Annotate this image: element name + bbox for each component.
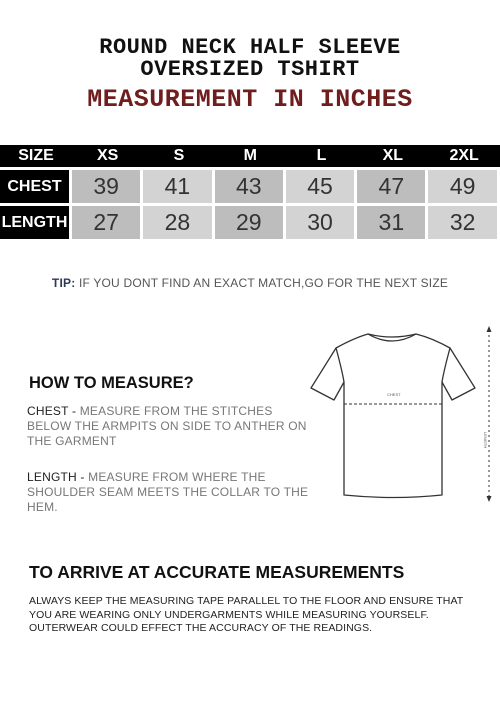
- size-header-row: [0, 145, 500, 167]
- length-value: 27: [72, 206, 140, 239]
- tshirt-outline: [311, 334, 475, 498]
- length-instruction-text: MEASURE FROM WHERE THE SHOULDER SEAM MEETS THE COLLAR TO THE HEM.: [27, 470, 309, 514]
- chest-instruction-text: MEASURE FROM THE STITCHES BELOW THE ARMPITS ON SIDE TO ANTHER ON THE GARMENT: [27, 404, 307, 448]
- size-chart-table: [0, 145, 500, 239]
- tip-note: [0, 276, 500, 290]
- how-to-measure-title: HOW TO MEASURE?: [29, 374, 194, 392]
- tip-text: IF YOU DONT FIND AN EXACT MATCH,GO FOR THE NEXT SIZE: [78, 276, 449, 290]
- chest-row-label: CHEST: [0, 170, 69, 203]
- length-value: 28: [143, 206, 211, 239]
- chest-value: 41: [143, 170, 211, 203]
- chest-value: 49: [428, 170, 496, 203]
- length-arrow-top: [487, 326, 492, 332]
- size-xs: XS: [96, 147, 119, 164]
- length-instruction-label: LENGTH -: [27, 470, 85, 484]
- chest-value: 47: [357, 170, 425, 203]
- chest-diagram-label: CHEST: [387, 392, 401, 397]
- length-value: 30: [286, 206, 354, 239]
- length-value: 31: [357, 206, 425, 239]
- length-value: 32: [428, 206, 496, 239]
- length-instruction: [27, 470, 317, 515]
- accurate-measurements-title: TO ARRIVE AT ACCURATE MEASUREMENTS: [29, 562, 405, 582]
- chest-value: 39: [72, 170, 140, 203]
- length-row-label: LENGTH: [0, 206, 69, 239]
- size-header-label: SIZE: [18, 147, 54, 164]
- length-diagram-label: LENGTH: [483, 432, 488, 449]
- chest-instruction: [27, 404, 317, 449]
- chest-instruction-label: CHEST -: [27, 404, 77, 418]
- size-s: S: [173, 147, 185, 164]
- accurate-measurements-text: ALWAYS KEEP THE MEASURING TAPE PARALLEL TO THE FLOOR AND ENSURE THAT YOU ARE WEARING ONLY UNDERGARMENTS WHILE MEASURING YOURSELF. OUTERWEAR COULD EFFECT THE ACCURACY OF THE READINGS.: [29, 595, 464, 634]
- chest-value: 43: [215, 170, 283, 203]
- tshirt-diagram: [292, 320, 497, 510]
- size-m: M: [243, 147, 257, 164]
- title-line-2: OVERSIZED TSHIRT: [140, 57, 360, 82]
- tshirt-right-sleeve-seam: [442, 348, 450, 382]
- length-row: [0, 206, 500, 239]
- tshirt-left-sleeve-seam: [336, 348, 344, 382]
- title-measurement-unit: MEASUREMENT IN INCHES: [87, 85, 413, 114]
- chest-row: [0, 170, 500, 203]
- title-line-1: ROUND NECK HALF SLEEVE: [99, 35, 401, 60]
- length-value: 29: [215, 206, 283, 239]
- size-2xl: 2XL: [449, 147, 479, 164]
- chest-value: 45: [286, 170, 354, 203]
- tip-prefix: TIP:: [51, 276, 76, 290]
- length-arrow-bottom: [487, 496, 492, 502]
- size-xl: XL: [382, 147, 404, 164]
- size-l: L: [316, 147, 327, 164]
